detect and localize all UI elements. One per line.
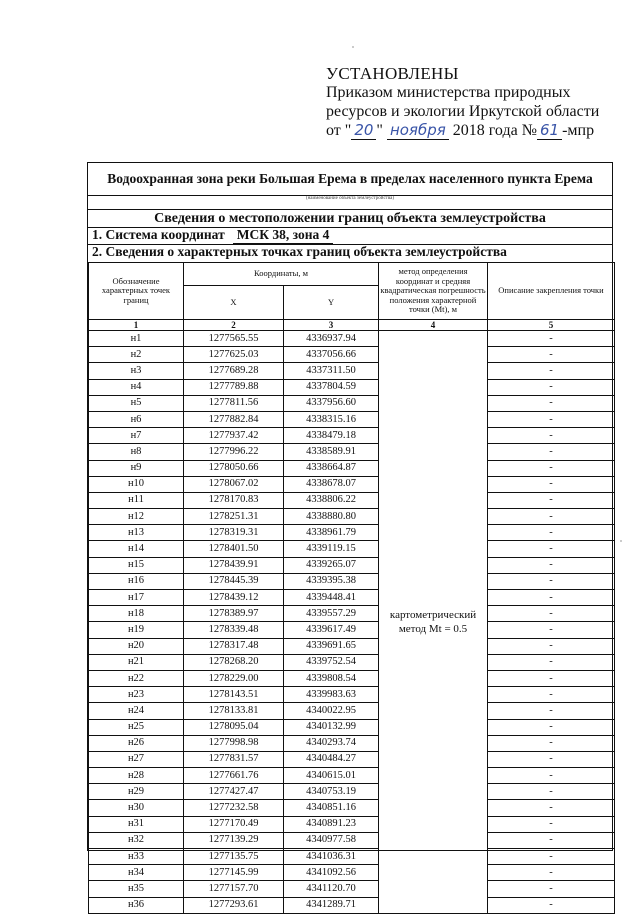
order-suffix: -мпр [562, 122, 595, 139]
coord-y: 4336937.94 [284, 331, 379, 347]
point-label: н33 [89, 849, 184, 865]
point-label: н34 [89, 865, 184, 881]
point-label: н7 [89, 428, 184, 444]
point-description: - [488, 832, 615, 848]
point-label: н21 [89, 654, 184, 670]
table-row [89, 622, 615, 638]
point-label: н36 [89, 897, 184, 913]
date-separator: " [376, 122, 383, 139]
coord-y: 4337804.59 [284, 379, 379, 395]
header-coords: Координаты, м [184, 263, 379, 286]
coord-x: 1278095.04 [184, 719, 284, 735]
date-prefix: от " [326, 122, 352, 139]
coord-x: 1278251.31 [184, 509, 284, 525]
point-label: н13 [89, 525, 184, 541]
point-description: - [488, 557, 615, 573]
coord-x: 1277157.70 [184, 881, 284, 897]
table-row [89, 768, 615, 784]
table-row [89, 670, 615, 686]
coord-y: 4337311.50 [284, 363, 379, 379]
points-section-title: 2. Сведения о характерных точках границ объекта землеустройства [92, 244, 507, 259]
coord-x: 1278133.81 [184, 703, 284, 719]
point-description: - [488, 849, 615, 865]
table-row [89, 557, 615, 573]
coord-y: 4337056.66 [284, 347, 379, 363]
coord-y: 4339983.63 [284, 687, 379, 703]
coord-y: 4340851.16 [284, 800, 379, 816]
coord-y: 4340891.23 [284, 816, 379, 832]
coord-x: 1278439.12 [184, 590, 284, 606]
point-description: - [488, 363, 615, 379]
point-description: - [488, 865, 615, 881]
coord-y: 4339808.54 [284, 670, 379, 686]
point-label: н14 [89, 541, 184, 557]
point-label: н32 [89, 832, 184, 848]
coord-y: 4338678.07 [284, 476, 379, 492]
point-label: н16 [89, 573, 184, 589]
column-number: 5 [488, 320, 615, 331]
table-row [89, 606, 615, 622]
coord-y: 4341092.56 [284, 865, 379, 881]
scan-speck [620, 540, 622, 542]
table-row [89, 719, 615, 735]
approval-date-line [326, 121, 616, 140]
point-description: - [488, 897, 615, 913]
coord-y: 4339395.38 [284, 573, 379, 589]
points-table [88, 262, 615, 914]
approval-title: УСТАНОВЛЕНЫ [326, 64, 459, 83]
coord-y: 4340022.95 [284, 703, 379, 719]
point-label: н4 [89, 379, 184, 395]
coord-x: 1278445.39 [184, 573, 284, 589]
coord-x: 1278050.66 [184, 460, 284, 476]
approval-stamp [326, 64, 616, 140]
coord-x: 1277882.84 [184, 411, 284, 427]
header-y: Y [284, 286, 379, 320]
table-row [89, 849, 615, 865]
point-description: - [488, 784, 615, 800]
point-description: - [488, 654, 615, 670]
table-row [89, 331, 615, 347]
coord-y: 4339617.49 [284, 622, 379, 638]
table-row [89, 411, 615, 427]
coord-x: 1277996.22 [184, 444, 284, 460]
point-description: - [488, 687, 615, 703]
header-method: метод определения координат и средняя квадратическая погрешность положения характерной точки (Mt), м [379, 263, 488, 320]
point-label: н15 [89, 557, 184, 573]
point-description: - [488, 703, 615, 719]
point-label: н10 [89, 476, 184, 492]
point-description: - [488, 606, 615, 622]
point-label: н1 [89, 331, 184, 347]
coord-y: 4339557.29 [284, 606, 379, 622]
coord-x: 1278339.48 [184, 622, 284, 638]
coord-y: 4338806.22 [284, 492, 379, 508]
coord-y: 4337956.60 [284, 395, 379, 411]
table-row [89, 395, 615, 411]
table-row [89, 800, 615, 816]
method-cell: картометрический метод Mt = 0.5 [379, 331, 488, 914]
point-label: н24 [89, 703, 184, 719]
coord-x: 1277139.29 [184, 832, 284, 848]
divider [88, 209, 612, 210]
coord-y: 4340753.19 [284, 784, 379, 800]
document-sheet [87, 162, 613, 911]
coord-x: 1277689.28 [184, 363, 284, 379]
approval-line-2: ресурсов и экологии Иркутской области [326, 103, 600, 120]
point-description: - [488, 347, 615, 363]
point-label: н30 [89, 800, 184, 816]
point-description: - [488, 881, 615, 897]
coordinate-system [92, 227, 333, 244]
header-point: Обозначение характерных точек границ [89, 263, 184, 320]
coord-x: 1277661.76 [184, 768, 284, 784]
coord-system-value: МСК 38, зона 4 [233, 227, 334, 244]
point-description: - [488, 573, 615, 589]
table-row [89, 897, 615, 913]
point-description: - [488, 509, 615, 525]
table-row [89, 832, 615, 848]
coord-x: 1278170.83 [184, 492, 284, 508]
point-description: - [488, 395, 615, 411]
point-label: н3 [89, 363, 184, 379]
table-row [89, 735, 615, 751]
coord-y: 4339752.54 [284, 654, 379, 670]
column-number: 3 [284, 320, 379, 331]
table-row [89, 444, 615, 460]
table-row [89, 460, 615, 476]
coord-x: 1277145.99 [184, 865, 284, 881]
coord-y: 4338880.80 [284, 509, 379, 525]
point-label: н2 [89, 347, 184, 363]
point-description: - [488, 751, 615, 767]
coord-x: 1278389.97 [184, 606, 284, 622]
table-row [89, 590, 615, 606]
coord-x: 1277293.61 [184, 897, 284, 913]
coord-x: 1277998.98 [184, 735, 284, 751]
coord-x: 1278319.31 [184, 525, 284, 541]
point-description: - [488, 411, 615, 427]
handwritten-month: ноября [387, 121, 449, 140]
header-x: X [184, 286, 284, 320]
table-row [89, 881, 615, 897]
coord-y: 4341036.31 [284, 849, 379, 865]
column-number: 2 [184, 320, 284, 331]
coord-y: 4338315.16 [284, 411, 379, 427]
table-row [89, 476, 615, 492]
point-label: н28 [89, 768, 184, 784]
point-description: - [488, 590, 615, 606]
table-row [89, 751, 615, 767]
point-description: - [488, 444, 615, 460]
point-description: - [488, 541, 615, 557]
point-description: - [488, 331, 615, 347]
point-description: - [488, 735, 615, 751]
point-label: н5 [89, 395, 184, 411]
coord-y: 4340484.27 [284, 751, 379, 767]
coord-y: 4338479.18 [284, 428, 379, 444]
coord-x: 1277831.57 [184, 751, 284, 767]
coord-y: 4338589.91 [284, 444, 379, 460]
coord-x: 1277625.03 [184, 347, 284, 363]
handwritten-day: 20 [351, 121, 376, 140]
point-description: - [488, 525, 615, 541]
table-body [89, 331, 615, 914]
coord-y: 4339448.41 [284, 590, 379, 606]
table-row [89, 865, 615, 881]
point-description: - [488, 476, 615, 492]
approval-line-1: Приказом министерства природных [326, 84, 571, 101]
coord-x: 1278268.20 [184, 654, 284, 670]
point-description: - [488, 670, 615, 686]
coord-x: 1278317.48 [184, 638, 284, 654]
table-row [89, 492, 615, 508]
object-caption: (наименование объекта землеустройства) [305, 196, 395, 201]
table-row [89, 654, 615, 670]
point-description: - [488, 492, 615, 508]
coord-y: 4340293.74 [284, 735, 379, 751]
coord-x: 1277135.75 [184, 849, 284, 865]
coord-y: 4341289.71 [284, 897, 379, 913]
column-number: 4 [379, 320, 488, 331]
point-label: н23 [89, 687, 184, 703]
section-title: Сведения о местоположении границ объекта землеустройства [154, 211, 546, 226]
column-number: 1 [89, 320, 184, 331]
point-description: - [488, 800, 615, 816]
table-row [89, 573, 615, 589]
coord-x: 1277170.49 [184, 816, 284, 832]
point-description: - [488, 622, 615, 638]
handwritten-number: 61 [537, 121, 562, 140]
coord-x: 1278143.51 [184, 687, 284, 703]
point-description: - [488, 719, 615, 735]
table-row [89, 428, 615, 444]
point-label: н8 [89, 444, 184, 460]
point-label: н12 [89, 509, 184, 525]
coord-x: 1277232.58 [184, 800, 284, 816]
coord-x: 1277427.47 [184, 784, 284, 800]
coord-x: 1277565.55 [184, 331, 284, 347]
point-label: н9 [89, 460, 184, 476]
table-row [89, 784, 615, 800]
coord-x: 1277789.88 [184, 379, 284, 395]
table-row [89, 379, 615, 395]
point-label: н19 [89, 622, 184, 638]
point-label: н31 [89, 816, 184, 832]
coord-y: 4339119.15 [284, 541, 379, 557]
coord-x: 1278401.50 [184, 541, 284, 557]
coord-y: 4339691.65 [284, 638, 379, 654]
table-row [89, 638, 615, 654]
point-label: н25 [89, 719, 184, 735]
coord-y: 4340615.01 [284, 768, 379, 784]
table-row [89, 363, 615, 379]
point-label: н27 [89, 751, 184, 767]
table-row [89, 525, 615, 541]
point-label: н29 [89, 784, 184, 800]
point-description: - [488, 816, 615, 832]
coord-x: 1278067.02 [184, 476, 284, 492]
point-description: - [488, 768, 615, 784]
point-description: - [488, 379, 615, 395]
point-description: - [488, 428, 615, 444]
table-row [89, 541, 615, 557]
point-label: н11 [89, 492, 184, 508]
table-row [89, 703, 615, 719]
table-row [89, 509, 615, 525]
table-row [89, 687, 615, 703]
coord-x: 1277937.42 [184, 428, 284, 444]
coord-x: 1278439.91 [184, 557, 284, 573]
table-row [89, 816, 615, 832]
object-title: Водоохранная зона реки Большая Ерема в пределах населенного пункта Ерема [107, 171, 593, 186]
point-label: н17 [89, 590, 184, 606]
coord-y: 4339265.07 [284, 557, 379, 573]
coord-y: 4341120.70 [284, 881, 379, 897]
point-label: н6 [89, 411, 184, 427]
coord-system-label: 1. Система координат [92, 227, 225, 242]
point-description: - [488, 638, 615, 654]
table-row [89, 347, 615, 363]
coord-y: 4340977.58 [284, 832, 379, 848]
scan-speck [352, 46, 354, 48]
coord-y: 4340132.99 [284, 719, 379, 735]
year-text: 2018 года № [452, 122, 537, 139]
point-label: н20 [89, 638, 184, 654]
point-description: - [488, 460, 615, 476]
point-label: н26 [89, 735, 184, 751]
point-label: н18 [89, 606, 184, 622]
coord-y: 4338664.87 [284, 460, 379, 476]
coord-x: 1278229.00 [184, 670, 284, 686]
point-label: н35 [89, 881, 184, 897]
coord-y: 4338961.79 [284, 525, 379, 541]
point-label: н22 [89, 670, 184, 686]
header-description: Описание закрепления точки [488, 263, 615, 320]
coord-x: 1277811.56 [184, 395, 284, 411]
